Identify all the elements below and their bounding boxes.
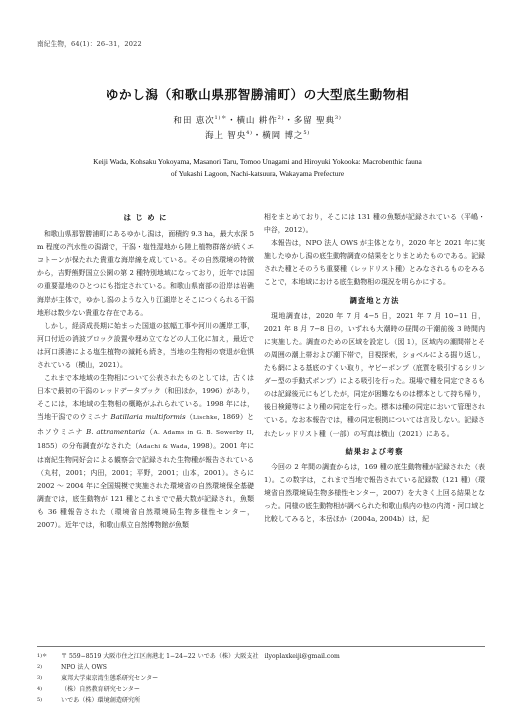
footnote-mark: 2) [37, 664, 43, 670]
author-separator: ・ [252, 131, 263, 141]
author-separator: ・ [227, 116, 237, 126]
footnote [37, 673, 485, 684]
author-affiliation-mark: 4) [246, 130, 253, 137]
author-affiliation-mark: 5) [303, 130, 311, 137]
author-name: 和田 恵次 [173, 116, 215, 126]
species-name: B. attramentaria [86, 427, 146, 436]
footnotes [37, 646, 485, 706]
paragraph: これまで本地域の生物相について公表されたものとしては，古くは日本で最初の干潟のレッドデータブック（和田ほか，1996）があり，そこには，本地域の生物相の概略がふれられている。1998 年には，当地干潟でのウミニナ Batillaria multiformis（Lischke, 1869）とホソウミニナ B. attramentaria（A. Adams in G. B. Sowerby II, 1855）の分布調査がなされた（Adachi & Wada, 1998）。2001 年には南紀生物同好会による観察会で記録された生物種が報告されている（丸村，2001；内田，2001；平野，2001；山本，2001）。さらに 2002 〜 2004 年に全国規模で実施された環境省の自然環境保全基礎調査では，底生動物が 121 種とこれまでで最大数が記録され，魚類も 36 種報告された（環境省自然環境局生物多様性センター，2007）。近年では，和歌山県立自然博物館が魚類 [37, 374, 254, 530]
footnote-mark: 5) [37, 697, 43, 703]
paragraph: しかし，経済成長期に始まった国道の拡幅工事や河川の護岸工事，河口付近の消波ブロック設置や埋め立てなどの人工化に加え，最近では河口湊港による塩生植物の減耗も続き，当地の生物相の衰退が危惧されている（横山，2021）。 [37, 321, 254, 370]
footnote [37, 695, 485, 706]
footnote [37, 684, 485, 695]
author-line-1 [0, 114, 515, 126]
left-column [37, 211, 254, 532]
english-author-title [0, 156, 515, 179]
paper-title: ゆかし潟（和歌山県那智勝浦町）の大型底生動物相 [105, 87, 410, 102]
section-heading-results: 結果および考察 [345, 446, 404, 456]
author-affiliation-mark: 2) [277, 115, 285, 122]
running-head: 南紀生物，64(1)：26–31，2022 [37, 40, 142, 48]
author-line-2 [0, 129, 515, 141]
section-heading-intro: は じ め に [123, 213, 168, 222]
footnote-text: NPO 法人 OWS [61, 664, 107, 671]
section-heading-methods: 調査地と方法 [349, 295, 400, 305]
english-author-line: Keiji Wada, Kohsaku Yokoyama, Masanori Taru, Tomoo Unagami and Hiroyuki Yokooka: Macrobenthic fauna [93, 157, 422, 166]
footnote-text: いであ（株）環境創造研究所 [61, 697, 141, 704]
footnote [37, 651, 485, 662]
paragraph: 和歌山県那智勝浦町にあるゆかし潟は，面積約 9.3 ha，最大水深 5 m 程度の汽水性の潟湖で，干潟・塩性湿地から陸上植物群落が続くエコトーンが保たれた貴重な海岸線を成している。その自然環境の特徴から，吉野熊野国立公園の第 2 種特別地域になっており，近年では国の重要湿地のひとつにも指定されている。和歌山県南部の沿岸は岩礁海岸が主体で，ゆかし潟のような入り江湖岸とそこにつくられる干潟地形は数少ない貴重な存在である。 [37, 230, 254, 317]
author-name: 横山 耕作 [236, 116, 278, 126]
author-affiliation-mark: 1)＊ [214, 115, 228, 122]
english-author-line: of Yukashi Lagoon, Nachi-katsuura, Wakayama Prefecture [170, 168, 345, 178]
paragraph: 現地調査は，2020 年 7 月 4−5 日，2021 年 7 月 10−11 日，2021 年 8 月 7−8 日の，いずれも大潮時の昼間の干潮前後 3 時間内に実施した。調査のための区域を設定し（図 1），区域内の潮間帯とその周囲の潮上帯および潮下帯で，目視探索，ショベルによる掘り返し，たも網による基底のすくい取り，ヤビーポンプ（底質を吸引するシリンダー型の手動式ポンプ）による吸引を行った。現場で種を同定できるものは記録後元にもどしたが，同定が困難なものは標本として持ち帰り，後日検鏡等により種の同定を行った。標本は種の同定において管理されている。なお本報告では，種の同定根拠については言及しない。記録されたレッドリスト種（一部）の写真は横山（2021）にある。 [264, 311, 485, 438]
author-separator: ・ [284, 116, 294, 126]
footnote-text: 〒 559−8519 大阪市住之江区南港北 1−24−22 いであ（株）大阪支社 ilyoplaxkeiji@gmail.com [61, 653, 340, 660]
footnote-mark: 1)＊ [37, 653, 48, 659]
author-name: 横岡 博之 [262, 131, 304, 141]
paragraph: 本報告は，NPO 法人 OWS が主体となり，2020 年と 2021 年に実施したゆかし潟の底生動物調査の結果をとりまとめたものである。記録された種とそのうち重要種（レッドリスト種）とみなされるものをみることで，本地域における底生動物相の現況を明らかにする。 [264, 239, 485, 287]
footnote-text: 東邦大学東京湾生態系研究センター [61, 675, 159, 682]
author-citation: Adachi & Wada [138, 443, 188, 450]
author-name: 多留 聖典 [293, 116, 335, 126]
footnote-text: （株）自然教育研究センター [61, 686, 140, 693]
footnote-mark: 4) [37, 686, 43, 692]
paragraph: 相をまとめており，そこには 131 種の魚類が記録されている（平嶋・中谷，2012）。 [264, 213, 485, 235]
species-name: Batillaria multiformis [110, 413, 186, 422]
author-name: 海上 智央 [204, 131, 247, 141]
footnote [37, 662, 485, 673]
footnote-mark: 3) [37, 675, 43, 681]
author-affiliation-mark: 3) [334, 115, 342, 122]
right-column [264, 211, 485, 526]
author-citation: A. Adams in G. B. Sowerby II [153, 429, 252, 436]
paragraph: 今回の 2 年間の調査からは，169 種の底生動物種が記録された（表 1）。この数字は，これまで当地で報告されている記録数（121 種）（環境省自然環境局生物多様性センター，2007）を大きく上回る結果となった。同様の底生動物相が調べられた和歌山県内の他の内湾・河口域と比較してみると，本岳ほか（2004a, 2004b）は，紀 [264, 462, 485, 524]
author-citation: Lischke [192, 415, 218, 422]
